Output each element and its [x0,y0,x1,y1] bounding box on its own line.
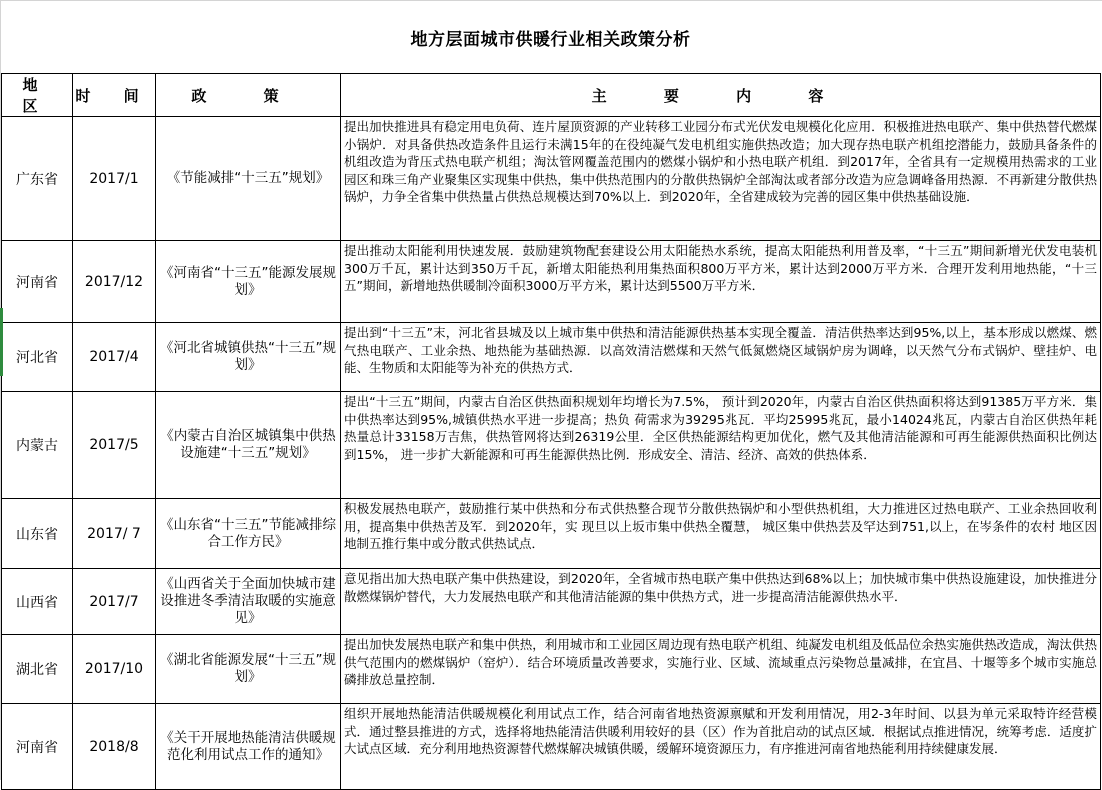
policy-cell[interactable]: 《关干开展地热能清洁供暖规范化利用试点工作的通知》 [156,704,341,790]
time-cell[interactable]: 2017/7 [73,569,156,635]
policy-table [1,73,1101,790]
row-selection-marker [0,308,3,376]
table-row [2,117,1101,241]
region-cell[interactable]: 广东省 [2,117,73,241]
content-cell[interactable]: 意见指出加大热电联产集中供热建设，到2020年，全省城市热电联产集中供热达到68%以上；加快城市集中供热设施建设，加快推进分散燃煤锅炉替代，大力发展热电联产和其他清洁能源的集中供热方式，进一步提高清洁能源供热水平． [341,569,1101,635]
time-cell[interactable]: 2017/5 [73,392,156,499]
content-cell[interactable]: 提出加快发展热电联产和集中供热，利用城市和工业园区周边现有热电联产机组、纯凝发电机组及低品位余热实施供热改造成，淘汰供热供气范围内的燃煤锅炉（窑炉）．结合环境质量改善要求，实施行业、区域、流域重点污染物总量减排，在宜昌、十堰等多个城市实施总磷排放总量控制． [341,635,1101,704]
header-policy[interactable]: 政 策 [156,74,341,117]
time-cell[interactable]: 2017/10 [73,635,156,704]
policy-cell[interactable]: 《山西省关于全面加快城市建设推进冬季清洁取暖的实施意见》 [156,569,341,635]
header-content[interactable]: 主 要 内 容 [341,74,1101,117]
region-cell[interactable]: 山东省 [2,499,73,569]
region-cell[interactable]: 河北省 [2,323,73,392]
policy-cell[interactable]: 《内蒙古自治区城镇集中供热设施建“十三五”规划》 [156,392,341,499]
region-cell[interactable]: 湖北省 [2,635,73,704]
time-cell[interactable]: 2018/8 [73,704,156,790]
table-row [2,499,1101,569]
region-cell[interactable]: 内蒙古 [2,392,73,499]
policy-cell[interactable]: 《节能减排“十三五”规划》 [156,117,341,241]
policy-cell[interactable]: 《山东省“十三五”节能减排综合工作方民》 [156,499,341,569]
table-row [2,569,1101,635]
region-cell[interactable]: 河南省 [2,704,73,790]
page-title[interactable]: 地方层面城市供暖行业相关政策分析 [410,29,691,50]
content-cell[interactable]: 提出加快推进具有稳定用电负荷、连片屋顶资源的产业转移工业园分布式光伏发电规模化化应用．积极推进热电联产、集中供热替代燃煤小锅炉．对具备供热改造条件且运行未满15年的在役纯凝气发电机组实施供热改造；加大现存热电联产机组挖潜能力，鼓励具备条件的机组改造为背压式热电联产机组；淘汰管网覆盖范围内的燃煤小锅炉和小热电联产机组．到2017年，全省具有一定规模用热需求的工业园区和珠三角产业聚集区实现集中供热，集中供热范围内的分散供热锅炉全部淘汰或者部分改造为应急调峰备用热源．不再新建分散供热锅炉，力争全省集中供热量占供热总规模达到70%以上．到2020年，全省建成较为完善的园区集中供热基础设施． [341,117,1101,241]
table-row [2,323,1101,392]
time-cell[interactable]: 2017/12 [73,241,156,323]
time-cell[interactable]: 2017/4 [73,323,156,392]
policy-cell[interactable]: 《湖北省能源发展“十三五”规划》 [156,635,341,704]
content-cell[interactable]: 提出“十三五”期间，内蒙古自治区供热面积规划年均增长为7.5%， 预计到2020年，内蒙古自治区供热面积将达到91385万平方米．集中供热率达到95%,城镇供热水平进一步提高；热负 荷需求为39295兆瓦．平均25995兆瓦，最小14024兆瓦，内蒙古自治区供热年耗热量总计33158万吉焦，供热管网将达到26319公里．全区供热能源结构更加优化，燃气及其他清洁能源和可再生能源供热面积比例达到15%， 进一步扩大新能源和可再生能源供热比例．形成安全、清洁、经济、高效的供热体系． [341,392,1101,499]
region-cell[interactable]: 河南省 [2,241,73,323]
time-cell[interactable]: 2017/1 [73,117,156,241]
header-region[interactable]: 地 区 [2,74,73,117]
time-cell[interactable]: 2017/ 7 [73,499,156,569]
table-row [2,704,1101,790]
table-row [2,392,1101,499]
content-cell[interactable]: 积极发展热电联产，鼓励推行某中供热和分布式供热整合现节分散供热锅炉和小型供热机组，大力推进区过热电联产、工业余热回收利用，提高集中供热苦及军．到2020年，实 现旦以上坂市集中供热全覆慧， 城区集中供热芸及罕达到751,以上，在岑条件的农村 地区因地制五推行集中或分散式供热试点． [341,499,1101,569]
content-cell[interactable]: 组织开展地热能清洁供暖规模化利用试点工作，结合河南省地热资源禀赋和开发利用情况，用2-3年时间、以县为单元采取特许经营模式．通过整县推进的方式，选择将地热能清洁供暖利用较好的县（区）作为首批启动的试点区域．根据试点推进情况，统筹考虑．适度扩大试点区域．充分利用地热资源替代燃煤解决城镇供暖，缓解环境资源压力，有序推进河南省地热能利用持续健康发展． [341,704,1101,790]
region-cell[interactable]: 山西省 [2,569,73,635]
header-row [2,74,1101,117]
content-cell[interactable]: 提出到“十三五”末，河北省县城及以上城市集中供热和清洁能源供热基本实现全覆盖．清洁供热率达到95%,以上，基本形成以燃煤、燃气热电联产、工业余热、地热能为基础热源．以高效清洁燃煤和天然气低氮燃烧区域锅炉房为调峰，以天然气分布式锅炉、壁挂炉、电能、生物质和太阳能等为补充的供热方式． [341,323,1101,392]
policy-cell[interactable]: 《河北省城镇供热“十三五”规划》 [156,323,341,392]
header-time[interactable]: 时 间 [73,74,156,117]
table-row [2,635,1101,704]
policy-cell[interactable]: 《河南省“十三五”能源发展规划》 [156,241,341,323]
content-cell[interactable]: 提出推动太阳能利用快速发展．鼓励建筑物配套建设公用太阳能热水系统，提高太阳能热利用普及率，“十三五”期间新增光伏发电装机300万千瓦，累计达到350万千瓦，新增太阳能热利用集热面积800万平方米，累计达到2000万平方米．合理开发利用地热能，“十三五”期间，新增地热供暖制冷面积3000万平方米，累计达到5500万平方米． [341,241,1101,323]
table-row [2,241,1101,323]
